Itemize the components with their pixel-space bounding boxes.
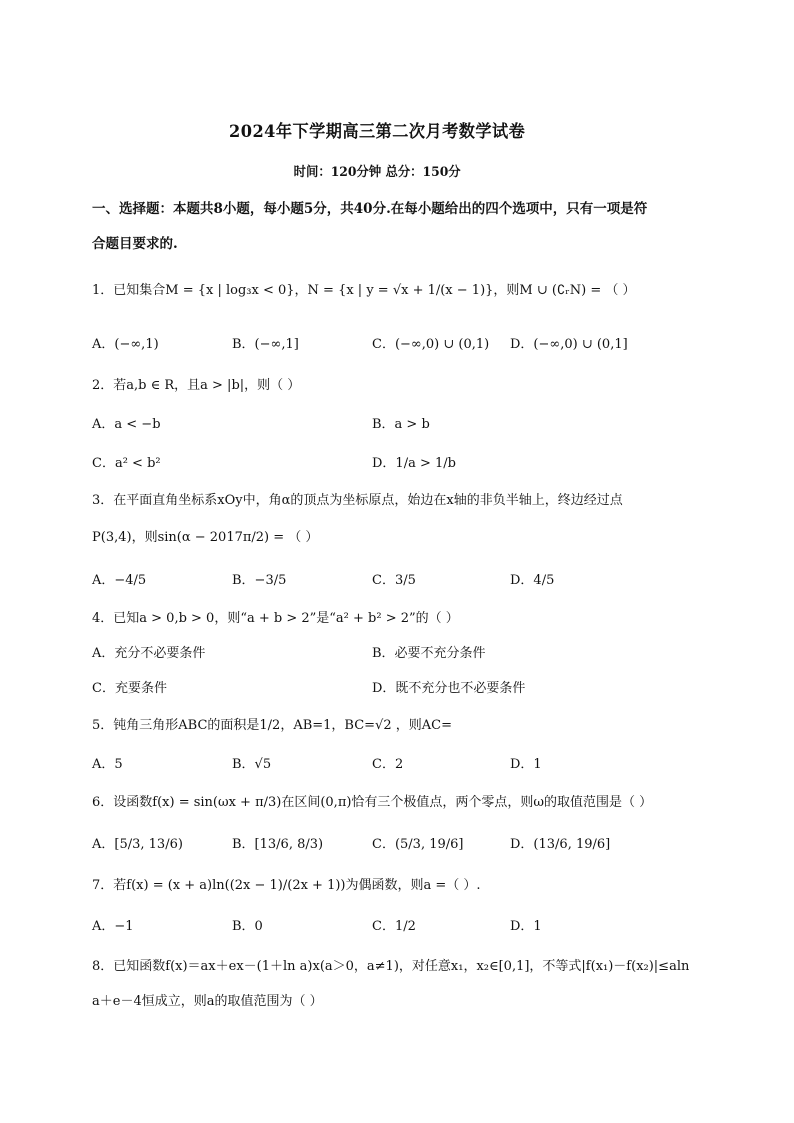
q6-option-b: B．[13/6, 8/3) [232,837,324,852]
q4-option-b: B．必要不充分条件 [372,646,486,661]
section-heading: 一、选择题：本题共8小题，每小题5分，共40分.在每小题给出的四个选项中，只有一项是符 [92,201,648,217]
q1-option-b: B．(−∞,1] [232,337,299,352]
question-6: 6．设函数f(x) = sin(ωx + π/3)在区间(0,π)恰有三个极值点，两个零点，则ω的取值范围是（ ） [92,795,653,810]
q2-option-b: B．a > b [372,417,430,432]
q4-option-c: C．充要条件 [92,681,167,696]
question-8-cont: a＋e－4恒成立，则a的取值范围为（ ） [92,994,323,1009]
q5-option-b: B．√5 [232,757,272,772]
q7-option-b: B．0 [232,919,263,934]
q7-option-a: A．−1 [92,919,134,934]
section-heading-cont: 合题目要求的. [92,236,178,252]
q5-option-d: D．1 [510,757,542,772]
question-4: 4．已知a > 0,b > 0，则“a + b > 2”是“a² + b² > 2”的（ ） [92,611,459,626]
question-2: 2．若a,b ∈ R，且a > |b|，则（ ） [92,378,301,393]
question-3-cont: P(3,4)，则sin(α − 2017π/2) = （ ） [92,530,319,545]
exam-info: 时间：120分钟 总分：150分 [293,165,461,180]
q7-option-c: C．1/2 [372,919,416,934]
question-1: 1．已知集合M = {x | log₃x < 0}，N = {x | y = √x + 1/(x − 1)}，则M ∪ (∁ᵣN) = （ ） [92,283,636,298]
question-3: 3．在平面直角坐标系xOy中，角α的顶点为坐标原点，始边在x轴的非负半轴上，终边经过点 [92,493,623,508]
question-8: 8．已知函数f(x)＝ax＋ex－(1＋ln a)x(a＞0，a≠1)，对任意x₁，x₂∈[0,1]，不等式|f(x₁)－f(x₂)|≤aln [92,959,690,974]
q6-option-c: C．(5/3, 19/6] [372,837,464,852]
q3-option-d: D．4/5 [510,573,555,588]
q5-option-c: C．2 [372,757,404,772]
q4-option-d: D．既不充分也不必要条件 [372,681,526,696]
q3-option-b: B．−3/5 [232,573,287,588]
q3-option-c: C．3/5 [372,573,416,588]
q2-option-a: A．a < −b [92,417,161,432]
q6-option-d: D．(13/6, 19/6] [510,837,611,852]
q3-option-a: A．−4/5 [92,573,147,588]
q1-option-d: D．(−∞,0) ∪ (0,1] [510,337,628,352]
q1-option-a: A．(−∞,1) [92,337,159,352]
question-7: 7．若f(x) = (x + a)ln((2x − 1)/(2x + 1))为偶函数，则a =（ ）. [92,878,481,893]
q4-option-a: A．充分不必要条件 [92,646,206,661]
q7-option-d: D．1 [510,919,542,934]
q2-option-c: C．a² < b² [92,456,161,471]
q5-option-a: A．5 [92,757,123,772]
q6-option-a: A．[5/3, 13/6) [92,837,183,852]
question-5: 5．钝角三角形ABC的面积是1/2，AB=1，BC=√2 ，则AC= [92,718,452,733]
page-title: 2024年下学期高三第二次月考数学试卷 [229,122,526,142]
q1-option-c: C．(−∞,0) ∪ (0,1) [372,337,490,352]
q2-option-d: D．1/a > 1/b [372,456,456,471]
